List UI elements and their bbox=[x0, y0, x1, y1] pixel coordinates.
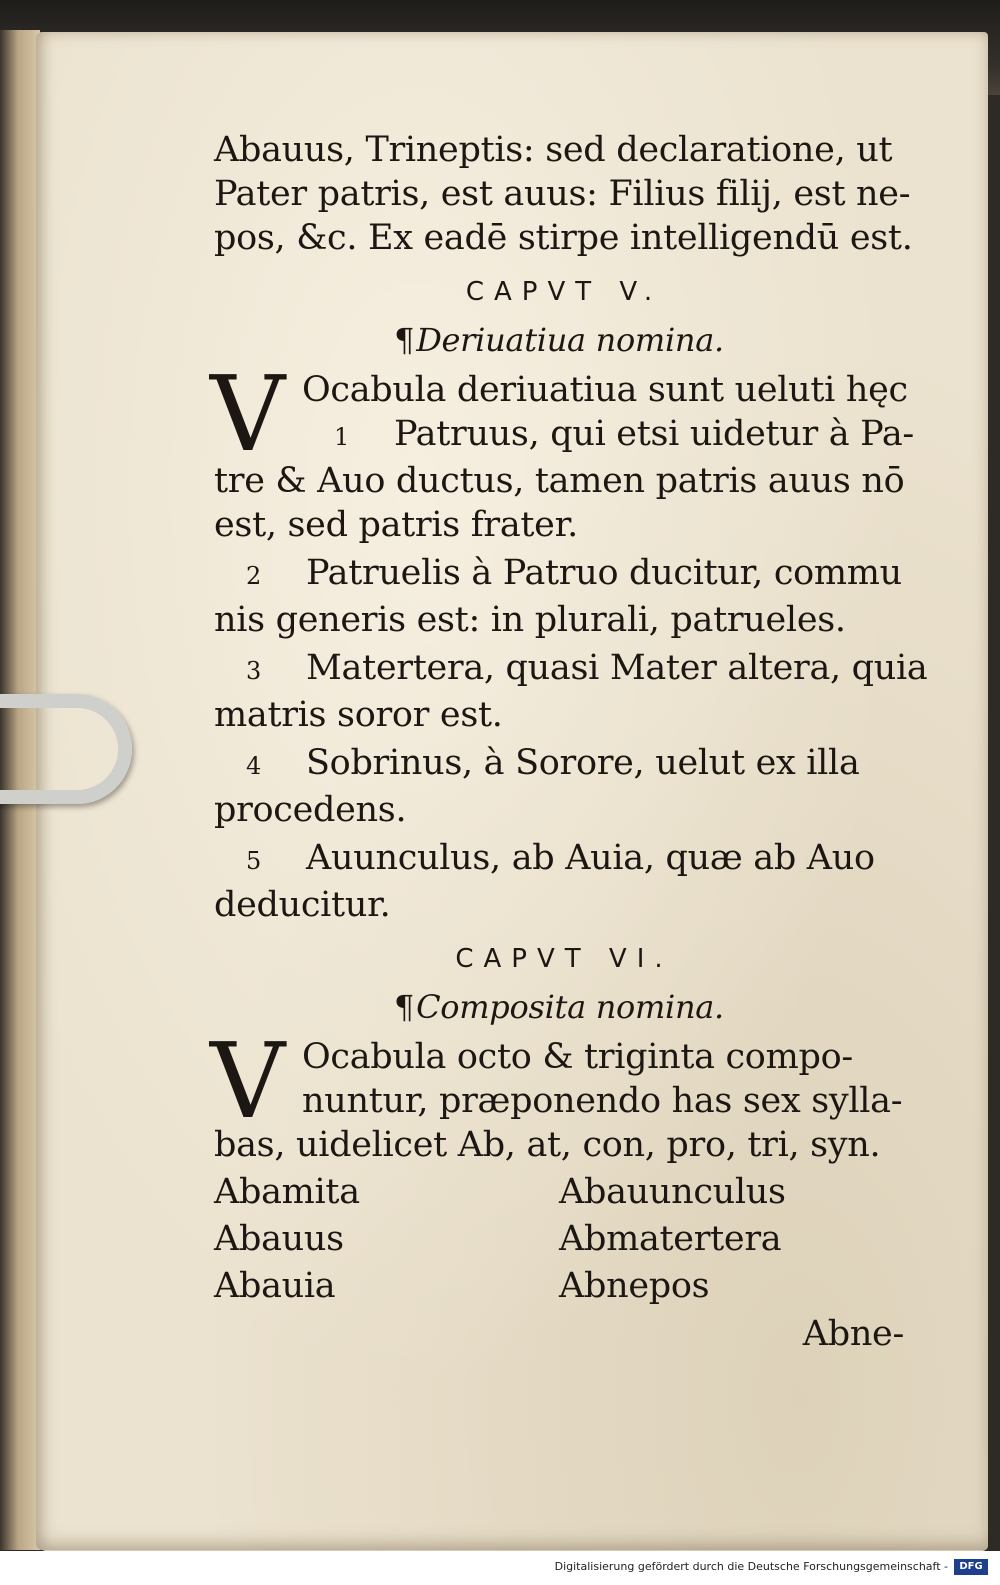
dfg-logo-icon: DFG bbox=[954, 1559, 988, 1575]
funding-notice: Digitalisierung gefördert durch die Deutsche Forschungsgemeinschaft - bbox=[554, 1560, 948, 1573]
text-line: nuntur, præponendo has sex sylla- bbox=[302, 1081, 903, 1121]
item-number: 4 bbox=[246, 752, 261, 780]
numbered-item bbox=[214, 551, 904, 642]
word-column-left bbox=[214, 1169, 559, 1310]
word-column-right bbox=[559, 1169, 904, 1310]
page-text bbox=[210, 128, 928, 1356]
chapter-heading: CAPVT V. bbox=[465, 277, 663, 307]
list-item: Abauia bbox=[214, 1266, 336, 1306]
chapter-subheading bbox=[214, 985, 904, 1029]
text-segment: Patruelis à Patruo ducitur, commu bbox=[306, 553, 902, 593]
item-number: 2 bbox=[246, 562, 261, 590]
text-segment: Auunculus, ab Auia, quæ ab Auo bbox=[306, 838, 875, 878]
item-number: 5 bbox=[246, 847, 261, 875]
text-line: Abauus, Trineptis: sed declaratione, ut bbox=[214, 130, 893, 170]
text-line: Ocabula octo & triginta compo- bbox=[302, 1037, 853, 1077]
catchword: Abne- bbox=[802, 1314, 904, 1354]
drop-cap: V bbox=[210, 1020, 285, 1142]
text-line: procedens. bbox=[214, 790, 407, 830]
text-segment: Sobrinus, à Sorore, uelut ex illa bbox=[306, 743, 860, 783]
item-number: 1 bbox=[334, 423, 349, 451]
paragraph-dropcap bbox=[210, 1020, 904, 1142]
chapter-subheading bbox=[214, 318, 904, 362]
subheading-text: Composita nomina. bbox=[416, 988, 724, 1026]
numbered-item bbox=[214, 646, 928, 737]
text-line: est, sed patris frater. bbox=[214, 505, 578, 545]
word-list bbox=[214, 1169, 904, 1310]
chapter-heading: CAPVT VI. bbox=[455, 944, 673, 974]
text-segment: Patruus, qui etsi uidetur à Pa- bbox=[394, 414, 914, 454]
footer-bar bbox=[0, 1551, 1000, 1585]
list-item: Abnepos bbox=[559, 1266, 710, 1306]
text-segment: Matertera, quasi Mater altera, quia bbox=[306, 648, 928, 688]
list-item: Abmatertera bbox=[559, 1219, 782, 1259]
pilcrow-icon: ¶ bbox=[394, 321, 415, 359]
drop-cap: V bbox=[210, 353, 285, 475]
page-clip bbox=[0, 694, 132, 804]
text-line: bas, uidelicet Ab, at, con, pro, tri, syn. bbox=[214, 1125, 881, 1165]
text-line: deducitur. bbox=[214, 885, 391, 925]
text-line bbox=[214, 646, 928, 693]
text-line bbox=[214, 836, 904, 883]
text-line: Pater patris, est auus: Filius filij, est ne- bbox=[214, 174, 911, 214]
subheading-text: Deriuatiua nomina. bbox=[416, 321, 724, 359]
list-item: Abauus bbox=[214, 1219, 344, 1259]
text-line bbox=[214, 741, 904, 788]
numbered-item bbox=[214, 741, 904, 832]
pilcrow-icon: ¶ bbox=[394, 988, 415, 1026]
item-number: 3 bbox=[246, 657, 261, 685]
text-line: Ocabula deriuatiua sunt ueluti hęc bbox=[302, 370, 908, 410]
text-line: matris soror est. bbox=[214, 695, 503, 735]
list-item: Abauunculus bbox=[559, 1172, 786, 1212]
text-line: nis generis est: in plurali, patrueles. bbox=[214, 600, 846, 640]
text-line bbox=[214, 551, 904, 598]
text-line: pos, &c. Ex eadē stirpe intelligendū est. bbox=[214, 218, 913, 258]
text-line bbox=[302, 412, 914, 459]
paragraph-dropcap bbox=[210, 353, 914, 475]
numbered-item bbox=[214, 836, 904, 927]
list-item: Abamita bbox=[214, 1172, 360, 1212]
text-line: tre & Auo ductus, tamen patris auus nō bbox=[214, 461, 905, 501]
